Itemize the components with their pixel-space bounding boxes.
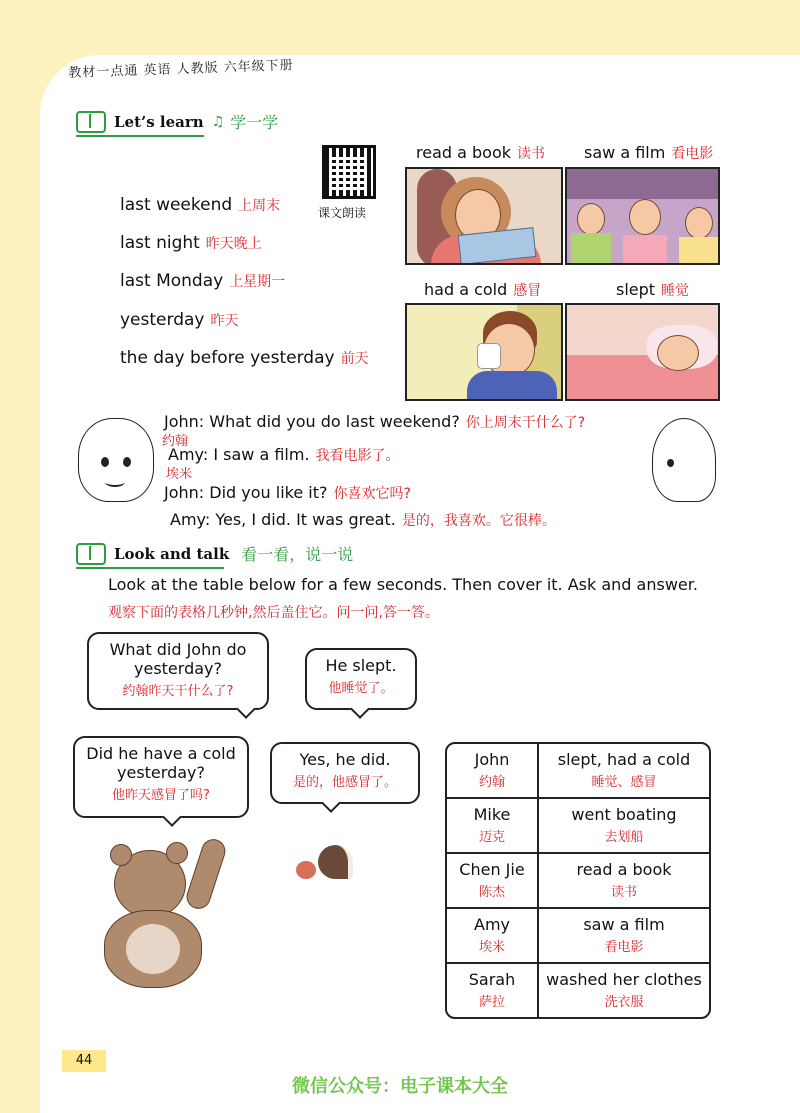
speaker: John: — [164, 412, 205, 431]
vocab-item — [120, 310, 238, 330]
amy-portrait — [652, 418, 716, 502]
dialogue-line — [164, 412, 585, 432]
qr-code[interactable] — [322, 145, 376, 199]
bubble-en: He slept. — [325, 656, 397, 675]
footer-watermark: 微信公众号：电子课本大全 — [292, 1076, 508, 1097]
vocab-item — [120, 348, 369, 368]
vocab-cn: 上周末 — [238, 198, 281, 214]
bear-belly — [126, 924, 180, 974]
activity-cell — [539, 744, 709, 797]
vocab-item — [120, 271, 285, 291]
bear-arm — [183, 836, 228, 912]
name-cell — [447, 909, 539, 962]
bubble-en: What did John do yesterday? — [109, 640, 247, 678]
page-number: 44 — [62, 1050, 106, 1072]
picture-label-en: had a cold — [424, 280, 508, 299]
name-cn: 陈杰 — [478, 885, 505, 900]
activity-table — [445, 742, 711, 1019]
vocab-item — [120, 233, 262, 253]
line-en: Did you like it? — [209, 483, 328, 502]
picture-label-cn: 读书 — [517, 146, 546, 162]
activity-cn: 洗衣服 — [604, 995, 644, 1010]
cinema-seats — [567, 169, 720, 199]
picture-label — [584, 143, 713, 163]
line-cn: 你喜欢它吗? — [333, 486, 411, 502]
kid-shirt — [623, 235, 667, 265]
picture-label-cn: 睡觉 — [661, 283, 690, 299]
table-row — [447, 852, 709, 907]
bear-ear — [166, 842, 188, 864]
speaker-cn: 约翰 — [162, 434, 189, 449]
line-cn: 你上周末干什么了? — [465, 415, 586, 431]
activity-cn: 看电影 — [604, 940, 644, 955]
table-row — [447, 962, 709, 1017]
sleeping-face — [657, 335, 699, 371]
activity-cn: 读书 — [610, 885, 637, 900]
lets-learn-heading — [76, 110, 278, 133]
line-en: I saw a film. — [213, 445, 310, 464]
dialogue-line — [168, 445, 400, 465]
kid-face — [685, 207, 713, 239]
eye — [123, 457, 131, 467]
name-cn: 萨拉 — [478, 995, 505, 1010]
vocab-cn: 前天 — [340, 351, 369, 367]
name-cell — [447, 964, 539, 1017]
vocab-en: last Monday — [120, 271, 224, 291]
line-cn: 是的，我喜欢。它很棒。 — [401, 513, 556, 529]
name-en: Chen Jie — [459, 860, 525, 879]
book-icon — [76, 111, 106, 133]
name-cell — [447, 854, 539, 907]
book-icon — [76, 543, 106, 565]
table-row — [447, 907, 709, 962]
activity-en: slept, had a cold — [557, 750, 691, 769]
vocab-en: last night — [120, 233, 200, 253]
bubble-cn: 他昨天感冒了吗? — [112, 788, 210, 803]
activity-cn: 去划船 — [604, 830, 644, 845]
name-cell — [447, 799, 539, 852]
line-en: Yes, I did. It was great. — [215, 510, 396, 529]
squirrel-tail — [318, 845, 353, 879]
name-en: Amy — [474, 915, 510, 934]
look-and-talk-title: Look and talk — [114, 544, 230, 563]
lets-learn-subtitle: 学一学 — [230, 113, 279, 132]
running-header: 教材一点通 英语 人教版 六年级下册 — [68, 58, 294, 81]
picture-label-en: saw a film — [584, 143, 666, 162]
line-en: What did you do last weekend? — [209, 412, 460, 431]
squirrel-body — [296, 861, 316, 879]
activity-cn: 睡觉、感冒 — [591, 775, 657, 790]
table-row — [447, 744, 709, 797]
boy-shirt — [467, 371, 557, 401]
heading-underline — [76, 135, 204, 137]
vocab-en: last weekend — [120, 195, 233, 215]
speech-bubble — [87, 632, 269, 710]
bubble-cn: 约翰昨天干什么了? — [122, 684, 234, 699]
table-row — [447, 797, 709, 852]
kid-face — [629, 199, 661, 235]
dialogue-line — [164, 483, 411, 503]
picture-label — [424, 280, 541, 300]
bubble-en: Yes, he did. — [299, 750, 391, 769]
name-en: Sarah — [468, 970, 516, 989]
saw-a-film-picture — [565, 167, 720, 265]
picture-label-en: read a book — [416, 143, 512, 162]
name-en: Mike — [473, 805, 511, 824]
activity-en: saw a film — [583, 915, 665, 934]
vocab-cn: 昨天 — [210, 313, 239, 329]
instruction-cn: 观察下面的表格几秒钟,然后盖住它。问一问,答一答。 — [108, 605, 439, 621]
dialogue-line — [170, 510, 556, 530]
activity-cell — [539, 909, 709, 962]
speech-bubble — [305, 648, 417, 710]
smile — [105, 477, 125, 487]
speaker: John: — [164, 483, 205, 502]
bear-ear — [110, 844, 132, 866]
activity-en: washed her clothes — [546, 970, 702, 989]
kid-shirt — [679, 237, 719, 265]
speech-bubble — [73, 736, 249, 818]
look-and-talk-heading — [76, 542, 353, 565]
activity-en: went boating — [571, 805, 677, 824]
picture-label-cn: 看电影 — [671, 146, 714, 162]
name-en: John — [474, 750, 510, 769]
vocab-item — [120, 195, 280, 215]
vocab-cn: 上星期一 — [229, 274, 286, 290]
vocab-en: the day before yesterday — [120, 348, 335, 368]
kid-face — [577, 203, 605, 235]
qr-label: 课文朗读 — [318, 206, 367, 220]
bear-illustration — [84, 830, 254, 990]
kid-shirt — [571, 233, 611, 265]
speaker: Amy: — [168, 445, 209, 464]
squirrel-illustration — [296, 845, 352, 881]
speaker-cn: 埃米 — [166, 467, 193, 482]
lets-learn-title: Let’s learn — [114, 112, 204, 131]
picture-label-en: slept — [616, 280, 656, 299]
speech-bubble — [270, 742, 420, 804]
vocab-en: yesterday — [120, 310, 205, 330]
activity-cell — [539, 854, 709, 907]
bubble-en: Did he have a cold yesterday? — [86, 744, 236, 782]
had-a-cold-picture — [405, 303, 563, 401]
headphone-icon: ♫ — [211, 113, 225, 130]
read-a-book-picture — [405, 167, 563, 265]
eye — [667, 459, 674, 467]
instruction: Look at the table below for a few seconds. Then cover it. Ask and answer. — [108, 575, 698, 594]
slept-picture — [565, 303, 720, 401]
activity-cell — [539, 799, 709, 852]
john-portrait — [78, 418, 154, 502]
eye — [101, 457, 109, 467]
picture-label — [416, 143, 545, 163]
picture-label — [616, 280, 689, 300]
line-cn: 我看电影了。 — [315, 448, 400, 464]
name-cn: 迈克 — [478, 830, 505, 845]
heading-underline — [76, 567, 224, 569]
look-and-talk-subtitle: 看一看，说一说 — [241, 545, 354, 564]
name-cn: 约翰 — [478, 775, 505, 790]
picture-label-cn: 感冒 — [513, 283, 542, 299]
speaker: Amy: — [170, 510, 211, 529]
activity-cell — [539, 964, 709, 1017]
bubble-cn: 是的，他感冒了。 — [292, 775, 397, 790]
name-cell — [447, 744, 539, 797]
tissue — [477, 343, 501, 369]
activity-en: read a book — [576, 860, 672, 879]
name-cn: 埃米 — [478, 940, 505, 955]
bubble-cn: 他睡觉了。 — [328, 681, 394, 696]
vocab-cn: 昨天晚上 — [205, 236, 262, 252]
